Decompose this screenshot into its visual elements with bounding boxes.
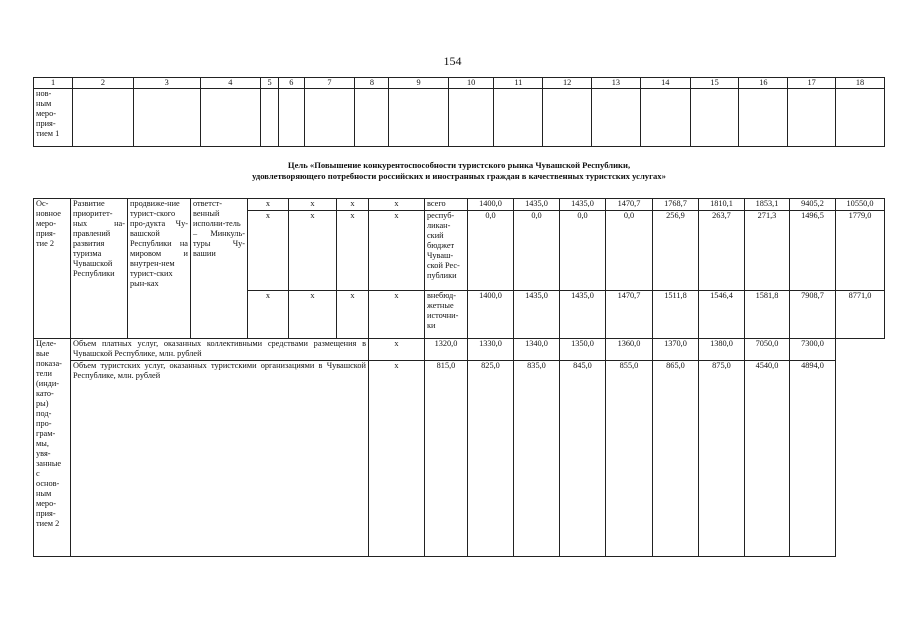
event-description-cell: продвиже-ние турист-ского про-дукта Чу-вашской Республики на мировом и внутрен-нем турист-ских рын-ках (128, 199, 191, 339)
code-cell: x (248, 291, 289, 339)
value-cell: 1435,0 (560, 199, 606, 211)
event-label-cell: нов- ным меро- прия- тием 1 (34, 89, 73, 147)
event-label-cell: Ос- новное меро- прия- тие 2 (34, 199, 71, 339)
value-cell: 1496,5 (790, 211, 836, 291)
indicator-text-cell: Объем туристских услуг, оказанных туристскими организациями в Чувашской Республике, млн. рублей (71, 361, 369, 557)
column-number: 4 (200, 78, 260, 89)
table-cell (389, 89, 448, 147)
indicators-label-cell: Целе- вые показа- тели (инди- като- ры) под- про- грам- мы, увя- занные с основ- ным меро- прия- тием 2 (34, 339, 71, 557)
column-number: 18 (836, 78, 885, 89)
column-number-row (34, 78, 885, 89)
table-row (34, 361, 885, 557)
value-cell: 1435,0 (560, 291, 606, 339)
value-cell: 1330,0 (468, 339, 514, 361)
value-cell: 7050,0 (745, 339, 790, 361)
code-cell: x (369, 199, 425, 211)
value-cell: 1470,7 (606, 291, 653, 339)
continuation-table (33, 77, 885, 147)
value-cell: 825,0 (468, 361, 514, 557)
value-cell: 1435,0 (514, 291, 560, 339)
value-cell: 0,0 (468, 211, 514, 291)
value-cell: 271,3 (745, 211, 790, 291)
goal-heading (33, 160, 885, 182)
value-cell: 1768,7 (653, 199, 699, 211)
continuation-row (34, 89, 885, 147)
column-number: 1 (34, 78, 73, 89)
page-number: 154 (443, 54, 462, 68)
value-cell: 875,0 (699, 361, 745, 557)
value-cell: 0,0 (514, 211, 560, 291)
value-cell: 1320,0 (425, 339, 468, 361)
table-row (34, 199, 885, 211)
table-cell (494, 89, 543, 147)
code-cell: x (248, 199, 289, 211)
value-cell: 855,0 (606, 361, 653, 557)
table-cell (261, 89, 279, 147)
value-cell: 7300,0 (790, 339, 836, 361)
table-cell (73, 89, 133, 147)
value-cell: 1435,0 (514, 199, 560, 211)
value-cell: 263,7 (699, 211, 745, 291)
column-number: 8 (355, 78, 389, 89)
column-number: 14 (640, 78, 690, 89)
table-row (34, 339, 885, 361)
value-cell: 1370,0 (653, 339, 699, 361)
column-number: 3 (133, 78, 200, 89)
table-cell (304, 89, 355, 147)
table-cell (836, 89, 885, 147)
column-number: 10 (448, 78, 494, 89)
table-cell (592, 89, 641, 147)
main-table (33, 198, 885, 557)
column-number: 12 (543, 78, 592, 89)
value-cell: 10550,0 (836, 199, 885, 211)
value-cell: 835,0 (514, 361, 560, 557)
value-cell: 8771,0 (836, 291, 885, 339)
value-cell: 7908,7 (790, 291, 836, 339)
value-cell: 1380,0 (699, 339, 745, 361)
value-cell: 845,0 (560, 361, 606, 557)
value-cell: 256,9 (653, 211, 699, 291)
code-cell: x (337, 211, 369, 291)
event-executor-cell: ответст-венный исполни-тель – Минкуль-туры Чу-вашии (191, 199, 248, 339)
value-cell: 1853,1 (745, 199, 790, 211)
indicator-mark-cell: x (369, 361, 425, 557)
table-cell (543, 89, 592, 147)
value-cell: 4894,0 (790, 361, 836, 557)
funding-source-cell: внебюд-жетные источни-ки (425, 291, 468, 339)
code-cell: x (289, 199, 337, 211)
value-cell: 1581,8 (745, 291, 790, 339)
value-cell: 1511,8 (653, 291, 699, 339)
goal-line-2: удовлетворяющего потребности российских и иностранных граждан в качественных туристских услугах» (252, 171, 666, 181)
column-number: 13 (592, 78, 641, 89)
value-cell: 1340,0 (514, 339, 560, 361)
value-cell: 865,0 (653, 361, 699, 557)
value-cell: 1779,0 (836, 211, 885, 291)
indicator-mark-cell: x (369, 339, 425, 361)
code-cell: x (248, 211, 289, 291)
code-cell: x (289, 291, 337, 339)
column-number: 6 (279, 78, 304, 89)
value-cell: 1350,0 (560, 339, 606, 361)
goal-line-1: Цель «Повышение конкурентоспособности туристского рынка Чувашской Республики, (287, 160, 631, 170)
table-cell (739, 89, 788, 147)
value-cell: 1400,0 (468, 199, 514, 211)
table-cell (200, 89, 260, 147)
column-number: 17 (788, 78, 836, 89)
column-number: 15 (690, 78, 739, 89)
value-cell: 0,0 (606, 211, 653, 291)
value-cell: 1810,1 (699, 199, 745, 211)
table-cell (279, 89, 304, 147)
event-direction-cell: Развитие приоритет-ных на-правлений развития туризма Чувашской Республики (71, 199, 128, 339)
table-cell (690, 89, 739, 147)
column-number: 16 (739, 78, 788, 89)
code-cell: x (289, 211, 337, 291)
column-number: 7 (304, 78, 355, 89)
table-cell (448, 89, 494, 147)
column-number: 5 (261, 78, 279, 89)
value-cell: 1470,7 (606, 199, 653, 211)
table-cell (640, 89, 690, 147)
code-cell: x (337, 291, 369, 339)
table-cell (355, 89, 389, 147)
value-cell: 1360,0 (606, 339, 653, 361)
funding-source-cell: респуб-ликан-ский бюджет Чуваш-ской Рес-публики (425, 211, 468, 291)
table-cell (133, 89, 200, 147)
table-cell (788, 89, 836, 147)
value-cell: 815,0 (425, 361, 468, 557)
value-cell: 1400,0 (468, 291, 514, 339)
value-cell: 9405,2 (790, 199, 836, 211)
code-cell: x (337, 199, 369, 211)
value-cell: 4540,0 (745, 361, 790, 557)
code-cell: x (369, 211, 425, 291)
column-number: 9 (389, 78, 448, 89)
column-number: 11 (494, 78, 543, 89)
code-cell: x (369, 291, 425, 339)
funding-source-cell: всего (425, 199, 468, 211)
column-number: 2 (73, 78, 133, 89)
value-cell: 0,0 (560, 211, 606, 291)
value-cell: 1546,4 (699, 291, 745, 339)
indicator-text-cell: Объем платных услуг, оказанных коллективными средствами размещения в Чувашской Республике, млн. рублей (71, 339, 369, 361)
